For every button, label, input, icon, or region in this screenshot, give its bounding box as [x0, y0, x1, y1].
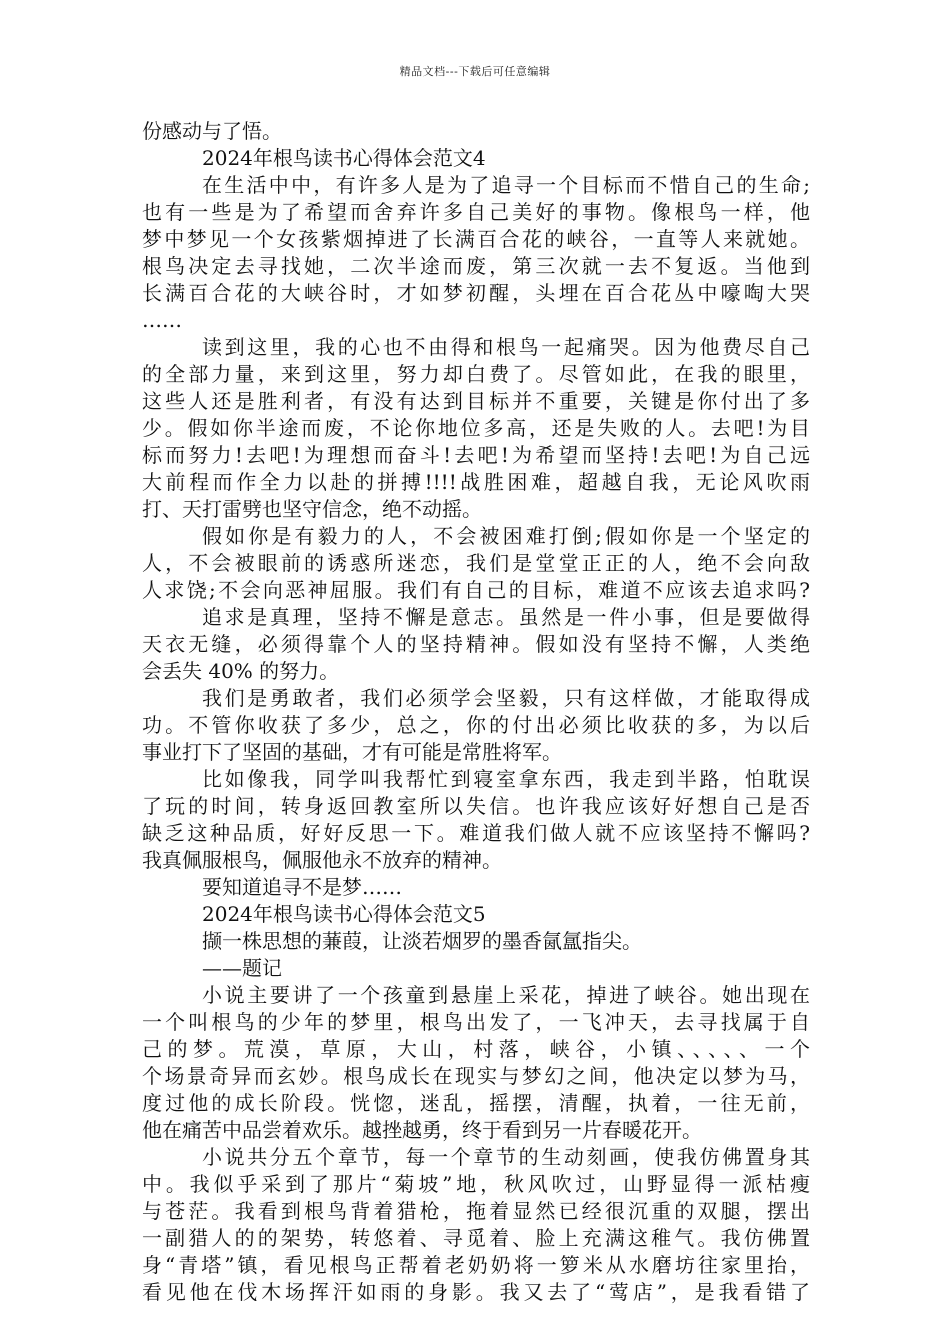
- text-line: 2024年根鸟读书心得体会范文4: [202, 146, 486, 170]
- text-line: 我们是勇敢者，我们必须学会坚毅，只有这样做，才能取得成: [202, 686, 810, 710]
- text-line: 根鸟决定去寻找她，二次半途而废，第三次就一去不复返。当他到: [142, 254, 810, 278]
- text-line: 2024年根鸟读书心得体会范文5: [202, 902, 486, 926]
- text-line: 的全部力量，来到这里，努力却白费了。尽管如此，在我的眼里，: [142, 362, 810, 386]
- text-line: 份感动与了悟。: [142, 119, 282, 143]
- text-line: 在生活中中，有许多人是为了追寻一个目标而不惜自己的生命;: [202, 173, 810, 197]
- text-line: 会丢失 40% 的努力。: [142, 659, 340, 683]
- text-line: 一个叫根鸟的少年的梦里，根鸟出发了，一飞冲天，去寻找属于自: [142, 1010, 810, 1034]
- text-line: 大前程而作全力以赴的拼搏!!!!战胜困难，超越自我，无论风吹雨: [142, 470, 810, 494]
- text-line: 假如你是有毅力的人，不会被困难打倒;假如你是一个坚定的: [202, 524, 810, 548]
- page-header: 精品文档---下载后可任意编辑: [399, 65, 551, 78]
- text-line: 也有一些是为了希望而舍弃许多自己美好的事物。像根鸟一样，他: [142, 200, 810, 224]
- text-line: 小说共分五个章节，每一个章节的生动刻画，使我仿佛置身其: [202, 1145, 810, 1169]
- document-body: [142, 118, 810, 1306]
- text-line: 梦中梦见一个女孩紫烟掉进了长满百合花的峡谷，一直等人来就她。: [142, 227, 810, 251]
- text-line: 这些人还是胜利者，有没有达到目标并不重要，关键是你付出了多: [142, 389, 810, 413]
- text-line: 事业打下了坚固的基础，才有可能是常胜将军。: [142, 740, 562, 764]
- text-line: 缺乏这种品质，好好反思一下。难道我们做人就不应该坚持不懈吗?: [142, 821, 810, 845]
- text-line: 打、天打雷劈也坚守信念，绝不动摇。: [142, 497, 482, 521]
- text-line: 与苍茫。我看到根鸟背着猎枪，拖着显然已经很沉重的双腿，摆出: [142, 1199, 810, 1223]
- text-line: 我真佩服根鸟，佩服他永不放弃的精神。: [142, 848, 502, 872]
- text-line: ——题记: [202, 956, 282, 980]
- text-line: 身“青塔”镇，看见根鸟正帮着老奶奶将一箩米从水磨坊往家里抬，: [142, 1253, 810, 1277]
- text-line: 看见他在伐木场挥汗如雨的身影。我又去了“莺店”，是我看错了: [142, 1280, 810, 1304]
- text-line: 人求饶;不会向恶神屈服。我们有自己的目标，难道不应该去追求吗?: [142, 578, 810, 602]
- text-line: 了玩的时间，转身返回教室所以失信。也许我应该好好想自己是否: [142, 794, 810, 818]
- text-line: ……: [142, 308, 182, 332]
- text-line: 读到这里，我的心也不由得和根鸟一起痛哭。因为他费尽自己: [202, 335, 810, 359]
- text-line: 要知道追寻不是梦……: [202, 875, 402, 899]
- text-line: 天衣无缝，必须得靠个人的坚持精神。假如没有坚持不懈，人类绝: [142, 632, 810, 656]
- text-line: 小说主要讲了一个孩童到悬崖上采花，掉进了峡谷。她出现在: [202, 983, 810, 1007]
- text-line: 少。假如你半途而废，不论你地位多高，还是失败的人。去吧!为目: [142, 416, 810, 440]
- text-line: 一副猎人的的架势，转悠着、寻觅着、脸上充满这稚气。我仿佛置: [142, 1226, 810, 1250]
- text-line: 中。我似乎采到了那片“菊坡”地，秋风吹过，山野显得一派枯瘦: [142, 1172, 810, 1196]
- text-line: 标而努力!去吧!为理想而奋斗!去吧!为希望而坚持!去吧!为自己远: [142, 443, 810, 467]
- text-line: 他在痛苦中品尝着欢乐。越挫越勇，终于看到另一片春暖花开。: [142, 1118, 702, 1142]
- text-line: 功。不管你收获了多少，总之，你的付出必须比收获的多，为以后: [142, 713, 810, 737]
- text-line: 己的梦。荒漠，草原，大山，村落，峡谷，小镇、、、、、一个: [142, 1037, 810, 1061]
- text-line: 个场景奇异而玄妙。根鸟成长在现实与梦幻之间，他决定以梦为马，: [142, 1064, 810, 1088]
- text-line: 人，不会被眼前的诱惑所迷恋，我们是堂堂正正的人，绝不会向敌: [142, 551, 810, 575]
- text-line: 追求是真理，坚持不懈是意志。虽然是一件小事，但是要做得: [202, 605, 810, 629]
- text-line: 度过他的成长阶段。恍惚，迷乱，摇摆，清醒，执着，一往无前，: [142, 1091, 810, 1115]
- text-line: 撷一株思想的蒹葭，让淡若烟罗的墨香氤氲指尖。: [202, 929, 642, 953]
- text-line: 长满百合花的大峡谷时，才如梦初醒，头埋在百合花丛中嚎啕大哭: [142, 281, 810, 305]
- text-line: 比如像我，同学叫我帮忙到寝室拿东西，我走到半路，怕耽误: [202, 767, 810, 791]
